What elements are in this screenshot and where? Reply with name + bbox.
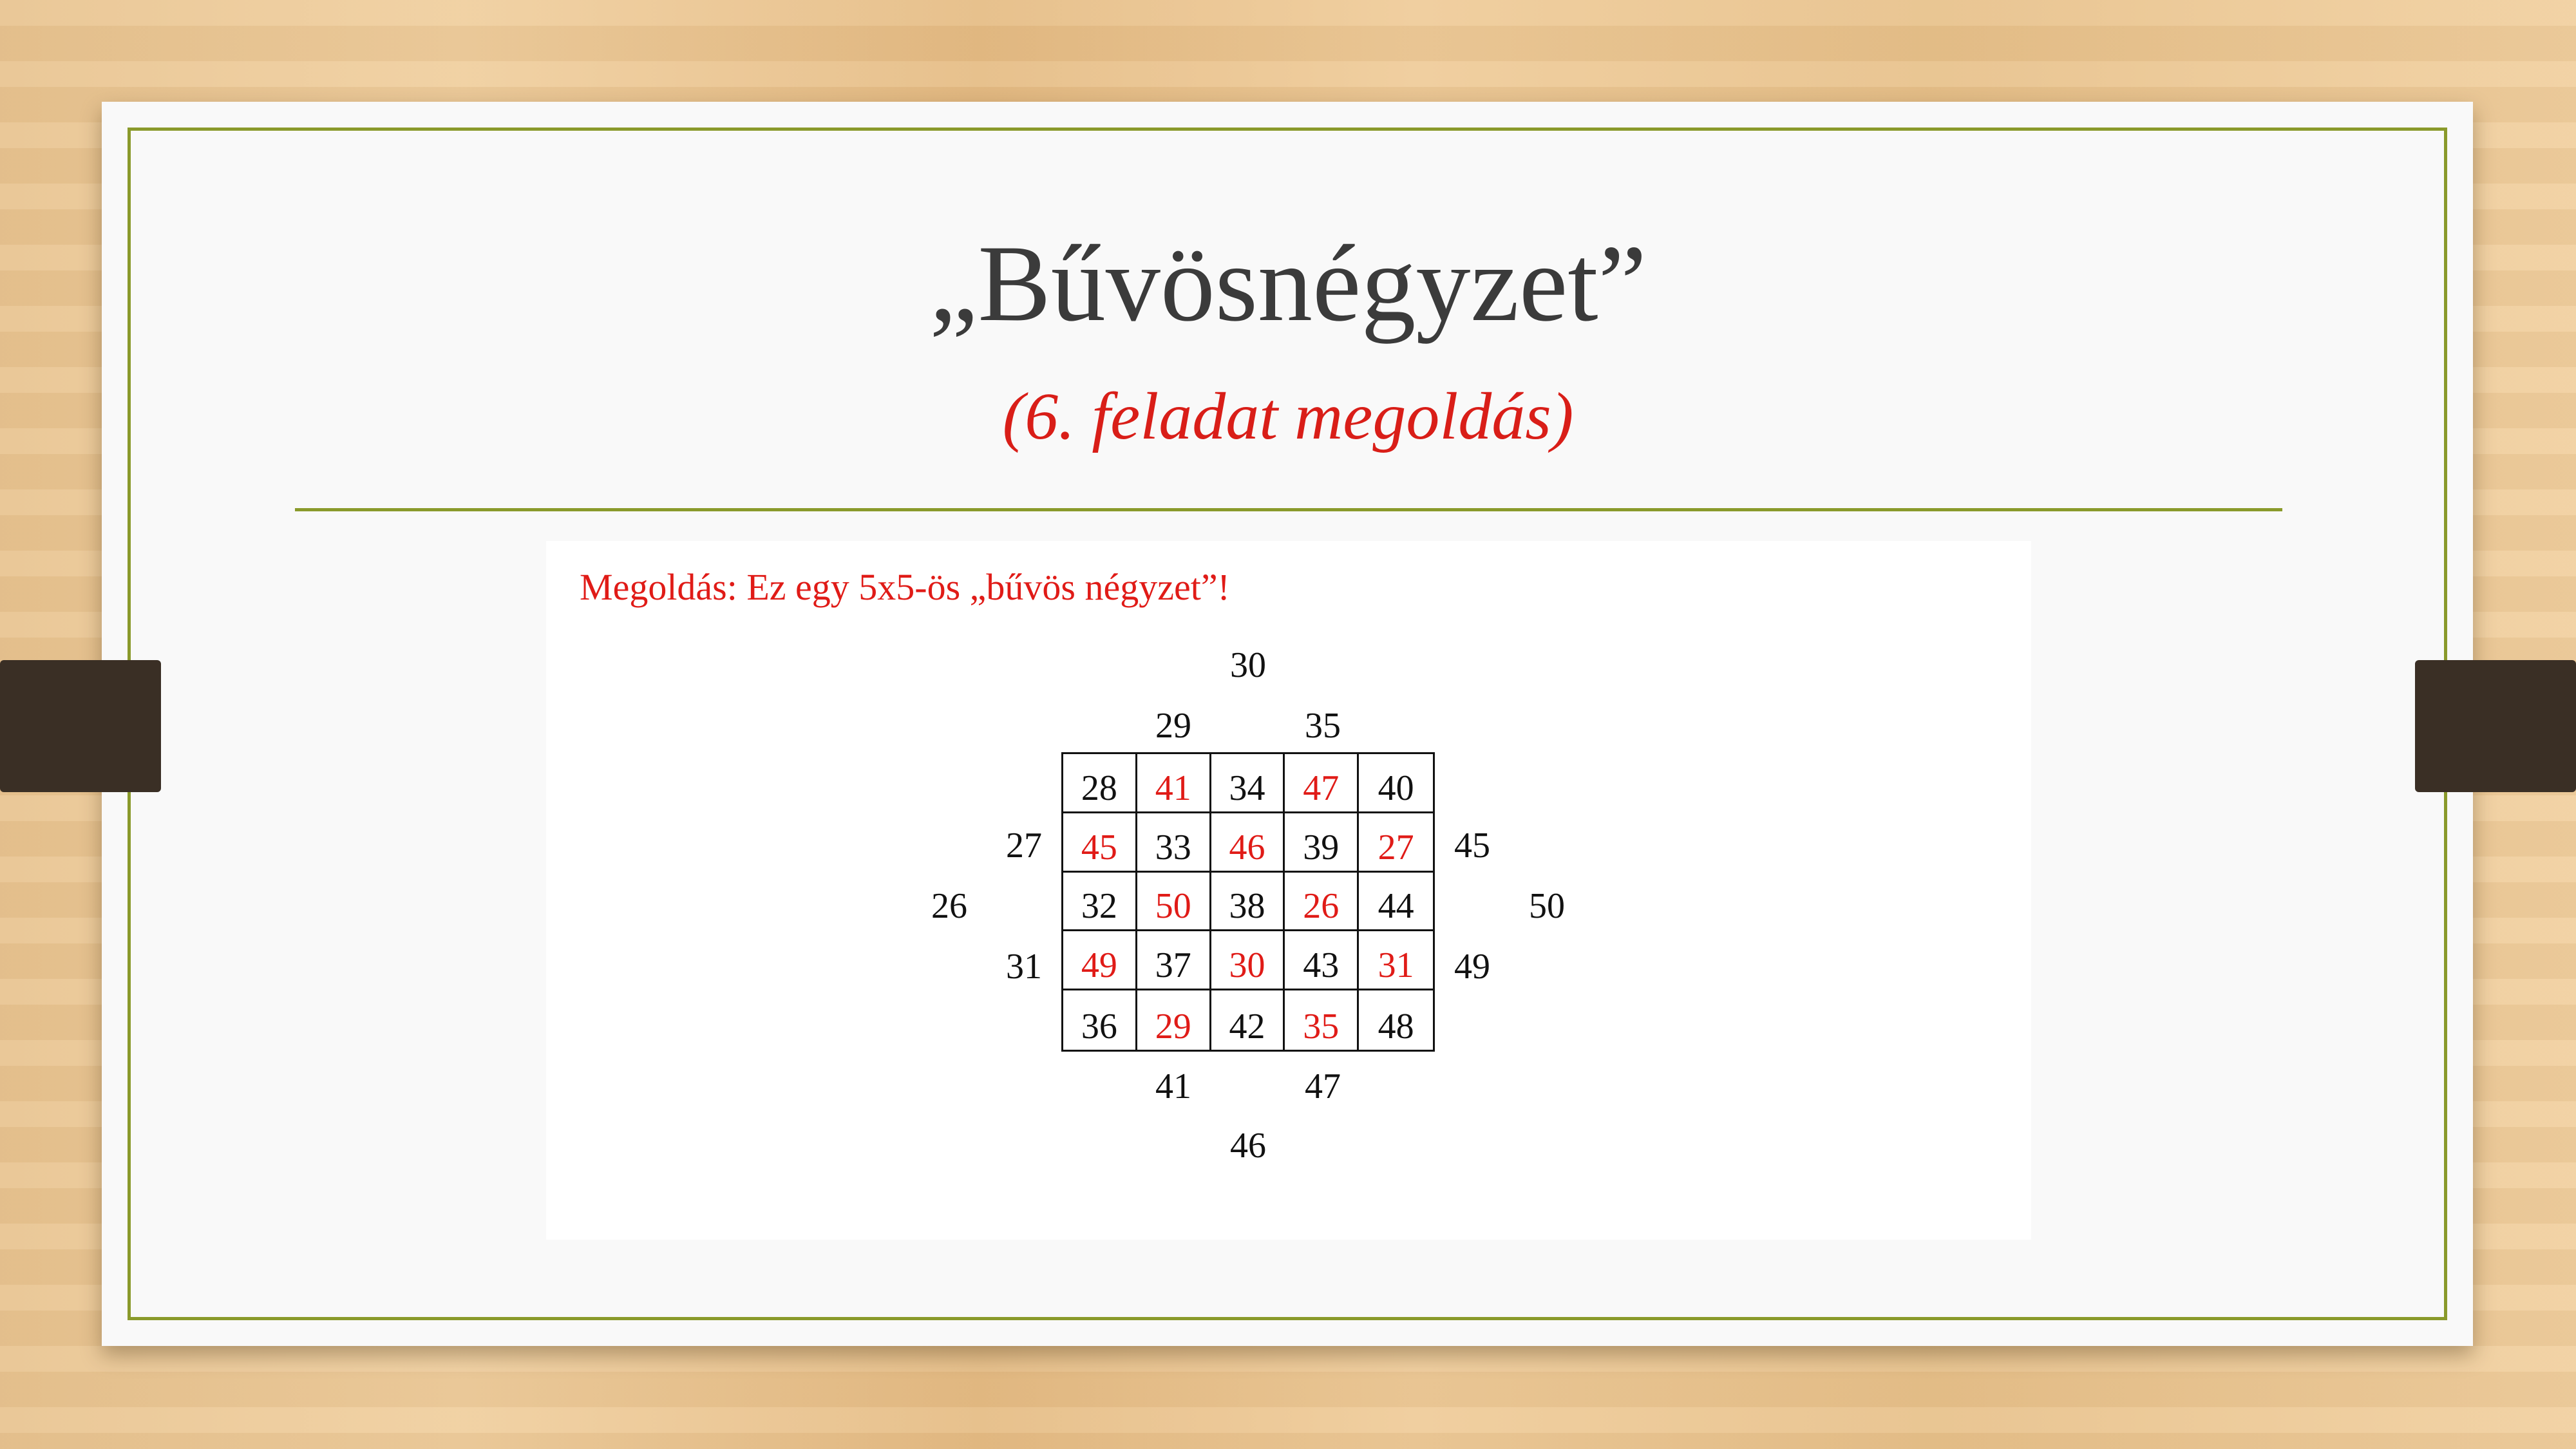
solution-panel: [546, 541, 2031, 1240]
magic-square-grid: [1061, 752, 1435, 1052]
grid-cell: 31: [1359, 931, 1433, 990]
outside-number: 50: [1529, 886, 1565, 926]
grid-cell: 26: [1285, 873, 1359, 932]
slide-title: „Bűvösnégyzet”: [929, 223, 1647, 344]
grid-cell: 29: [1137, 990, 1211, 1050]
outside-number: 31: [1006, 947, 1042, 987]
grid-cell: 32: [1063, 873, 1137, 932]
outside-number: 27: [1006, 826, 1042, 866]
grid-cell: 35: [1285, 990, 1359, 1050]
binder-clip-left: [0, 660, 161, 792]
grid-cell: 30: [1211, 931, 1285, 990]
grid-cell: 41: [1137, 754, 1211, 813]
grid-cell: 50: [1137, 873, 1211, 932]
outside-number: 45: [1454, 826, 1490, 866]
grid-cell: 45: [1063, 813, 1137, 873]
outside-number: 30: [1230, 645, 1266, 685]
grid-cell: 39: [1285, 813, 1359, 873]
outside-number: 41: [1155, 1066, 1191, 1106]
binder-clip-right: [2415, 660, 2576, 792]
grid-cell: 48: [1378, 1007, 1414, 1046]
outside-number: 49: [1454, 947, 1490, 987]
outside-number: 35: [1305, 706, 1341, 746]
outside-number: 46: [1230, 1126, 1266, 1166]
grid-cell: 34: [1211, 754, 1285, 813]
grid-cell: 28: [1063, 754, 1137, 813]
grid-cell: 38: [1211, 873, 1285, 932]
grid-cell: 42: [1211, 990, 1285, 1050]
grid-cell: 33: [1137, 813, 1211, 873]
grid-cell: 47: [1285, 754, 1359, 813]
slide-subtitle: (6. feladat megoldás): [1002, 379, 1574, 453]
grid-cell: 40: [1359, 754, 1433, 813]
title-divider: [295, 508, 2282, 511]
grid-cell: 49: [1063, 931, 1137, 990]
grid-cell: 36: [1063, 990, 1137, 1050]
grid-cell: 46: [1211, 813, 1285, 873]
grid-cell: 27: [1359, 813, 1433, 873]
grid-cell: 44: [1359, 873, 1433, 932]
outside-number: 26: [931, 886, 967, 926]
grid-cell: 37: [1137, 931, 1211, 990]
grid-cell: 43: [1285, 931, 1359, 990]
outside-number: 47: [1305, 1066, 1341, 1106]
outside-number: 29: [1155, 706, 1191, 746]
solution-caption: Megoldás: Ez egy 5x5-ös „bűvös négyzet”!: [580, 566, 1230, 608]
